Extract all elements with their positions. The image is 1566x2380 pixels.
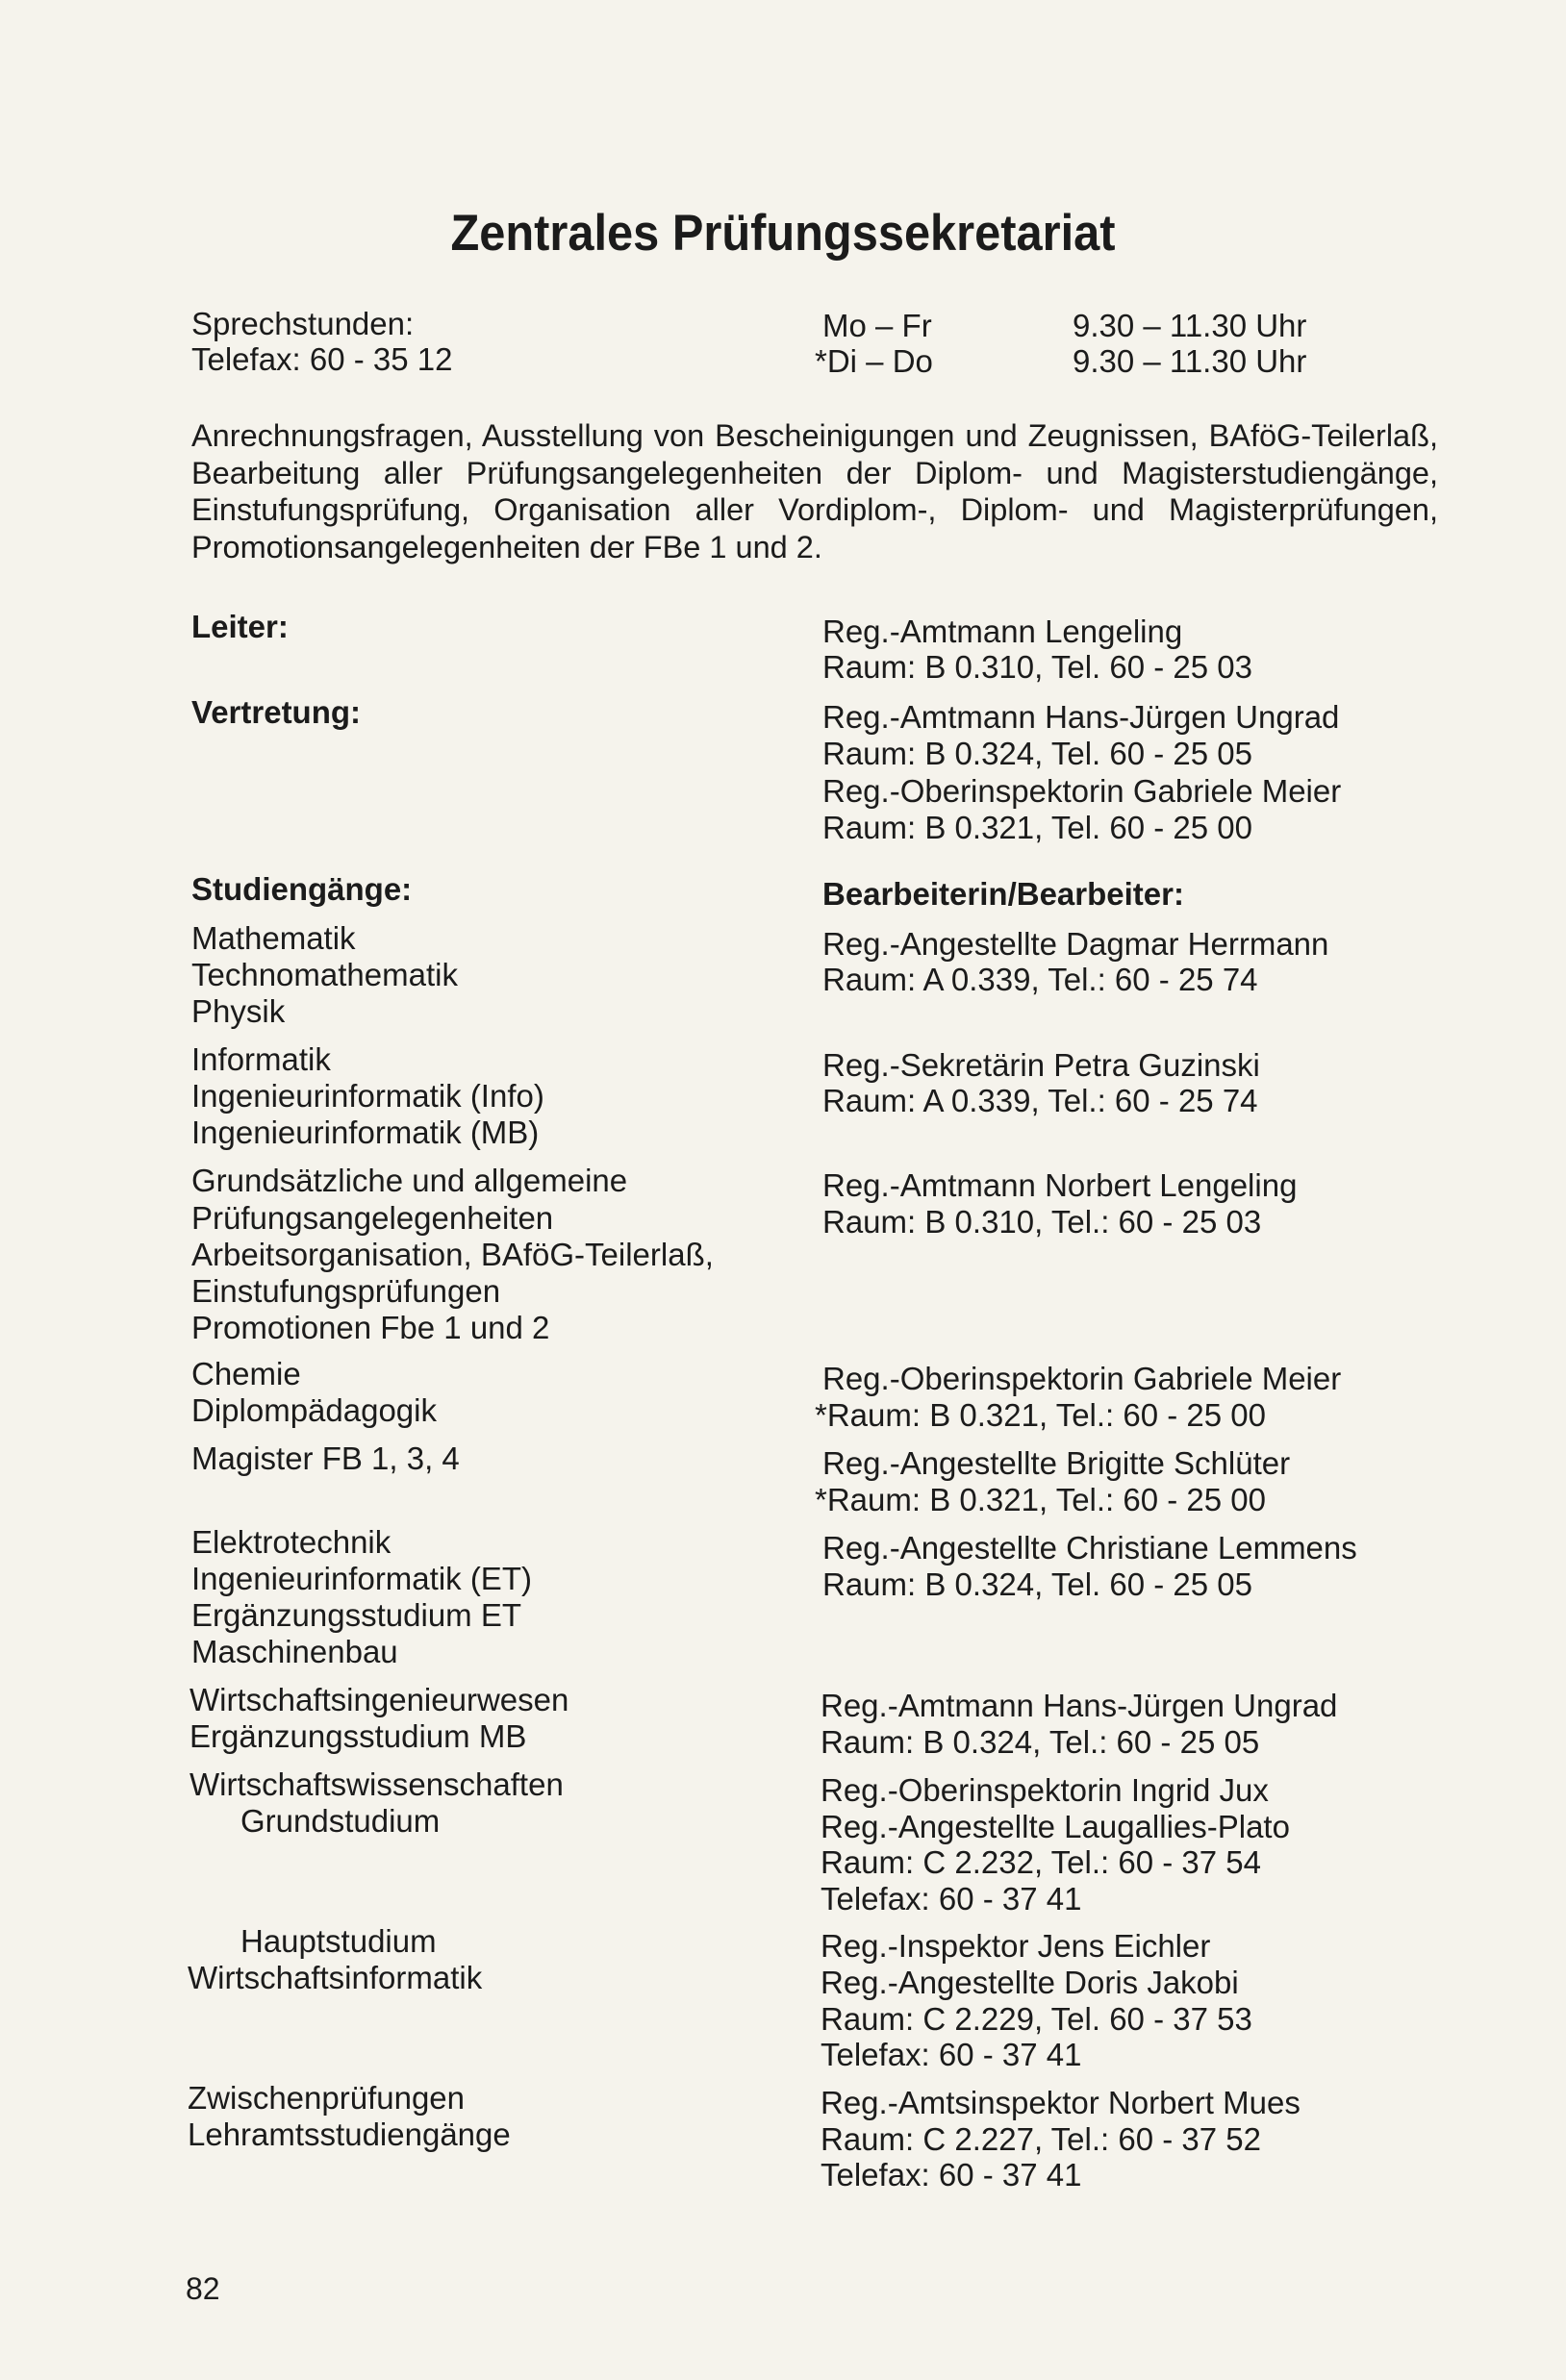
fax-line: Telefax: 60 - 35 12 <box>191 341 453 377</box>
staff-line: Raum: A 0.339, Tel.: 60 - 25 74 <box>822 962 1258 997</box>
office-time-1: 9.30 – 11.30 Uhr <box>1073 308 1307 343</box>
course-name: Ergänzungsstudium MB <box>189 1718 527 1754</box>
staff-line: Reg.-Angestellte Dagmar Herrmann <box>822 926 1329 962</box>
staff-line: Reg.-Amtmann Norbert Lengeling <box>822 1167 1298 1203</box>
vertretung-line: Raum: B 0.324, Tel. 60 - 25 05 <box>822 736 1252 771</box>
course-name: Maschinenbau <box>191 1634 398 1669</box>
studiengaenge-heading: Studiengänge: <box>191 871 413 907</box>
page-number: 82 <box>186 2271 220 2306</box>
staff-line: Raum: C 2.227, Tel.: 60 - 37 52 <box>821 2121 1261 2157</box>
staff-line: Raum: B 0.310, Tel.: 60 - 25 03 <box>822 1204 1262 1240</box>
staff-line: Raum: B 0.324, Tel. 60 - 25 05 <box>822 1566 1252 1602</box>
course-name: Wirtschaftsinformatik <box>188 1960 483 1995</box>
intro-paragraph: Anrechnungsfragen, Ausstellung von Bescheinigungen und Zeugnissen, BAföG-Teilerlaß, Bearbeitung aller Prüfungsangelegenheiten der Diplom- und Magisterstudiengänge, Einstufungsprüfung, Organisation aller Vordiplom-, Diplom- und Magisterprüfungen, Promotionsangelegenheiten der FBe 1 und 2. <box>191 418 1438 564</box>
staff-line: Reg.-Angestellte Christiane Lemmens <box>822 1530 1357 1566</box>
course-name: Chemie <box>191 1356 301 1391</box>
staff-line: *Raum: B 0.321, Tel.: 60 - 25 00 <box>815 1482 1267 1517</box>
course-name: Ingenieurinformatik (ET) <box>191 1561 532 1596</box>
staff-line: Telefax: 60 - 37 41 <box>821 1881 1082 1917</box>
staff-line: Reg.-Amtmann Hans-Jürgen Ungrad <box>821 1688 1338 1723</box>
course-name: Wirtschaftswissenschaften <box>189 1766 564 1802</box>
bearbeiter-heading: Bearbeiterin/Bearbeiter: <box>822 876 1184 912</box>
staff-line: Raum: A 0.339, Tel.: 60 - 25 74 <box>822 1083 1258 1118</box>
course-name: Zwischenprüfungen <box>188 2080 466 2116</box>
office-time-2: 9.30 – 11.30 Uhr <box>1073 343 1307 379</box>
office-days-1: Mo – Fr <box>822 308 932 343</box>
leiter-label: Leiter: <box>191 609 289 644</box>
staff-line: Raum: B 0.324, Tel.: 60 - 25 05 <box>821 1724 1260 1760</box>
course-name: Informatik <box>191 1041 331 1077</box>
staff-line: Reg.-Oberinspektorin Ingrid Jux <box>821 1772 1269 1808</box>
course-name: Ingenieurinformatik (MB) <box>191 1115 540 1150</box>
course-name: Ergänzungsstudium ET <box>191 1597 522 1633</box>
course-name: Lehramtsstudiengänge <box>188 2117 511 2152</box>
leiter-room: Raum: B 0.310, Tel. 60 - 25 03 <box>822 649 1252 685</box>
leiter-name: Reg.-Amtmann Lengeling <box>822 614 1183 649</box>
staff-line: Reg.-Angestellte Doris Jakobi <box>821 1965 1239 2000</box>
course-name: Prüfungsangelegenheiten <box>191 1200 554 1236</box>
course-name: Ingenieurinformatik (Info) <box>191 1078 544 1114</box>
staff-line: Raum: C 2.229, Tel. 60 - 37 53 <box>821 2001 1252 2037</box>
staff-line: *Raum: B 0.321, Tel.: 60 - 25 00 <box>815 1397 1267 1433</box>
course-name: Magister FB 1, 3, 4 <box>191 1441 460 1476</box>
staff-line: Reg.-Angestellte Laugallies-Plato <box>821 1809 1290 1844</box>
vertretung-line: Raum: B 0.321, Tel. 60 - 25 00 <box>822 810 1252 845</box>
office-days-2: *Di – Do <box>815 343 933 379</box>
course-name: Promotionen Fbe 1 und 2 <box>191 1310 550 1345</box>
vertretung-line: Reg.-Oberinspektorin Gabriele Meier <box>822 773 1342 809</box>
staff-line: Reg.-Angestellte Brigitte Schlüter <box>822 1445 1291 1481</box>
vertretung-line: Reg.-Amtmann Hans-Jürgen Ungrad <box>822 699 1340 735</box>
course-name: Mathematik <box>191 920 356 956</box>
course-name: Grundsätzliche und allgemeine <box>191 1163 628 1198</box>
page-title: Zentrales Prüfungssekretariat <box>450 205 1116 262</box>
staff-line: Telefax: 60 - 37 41 <box>821 2157 1082 2192</box>
course-name: Arbeitsorganisation, BAföG-Teilerlaß, <box>191 1237 714 1272</box>
course-name: Elektrotechnik <box>191 1524 392 1560</box>
staff-line: Reg.-Oberinspektorin Gabriele Meier <box>822 1361 1342 1396</box>
course-name: Hauptstudium <box>240 1923 437 1959</box>
staff-line: Reg.-Amtsinspektor Norbert Mues <box>821 2085 1301 2120</box>
staff-line: Telefax: 60 - 37 41 <box>821 2037 1082 2072</box>
course-name: Technomathematik <box>191 957 458 992</box>
staff-line: Reg.-Inspektor Jens Eichler <box>821 1928 1211 1964</box>
course-name: Einstufungsprüfungen <box>191 1273 501 1309</box>
course-name: Wirtschaftsingenieurwesen <box>189 1682 569 1717</box>
course-name: Diplompädagogik <box>191 1392 437 1428</box>
staff-line: Reg.-Sekretärin Petra Guzinski <box>822 1047 1260 1083</box>
office-hours-label: Sprechstunden: <box>191 306 415 341</box>
vertretung-label: Vertretung: <box>191 694 362 730</box>
course-name: Physik <box>191 993 286 1029</box>
staff-line: Raum: C 2.232, Tel.: 60 - 37 54 <box>821 1844 1261 1880</box>
course-name: Grundstudium <box>240 1803 441 1839</box>
